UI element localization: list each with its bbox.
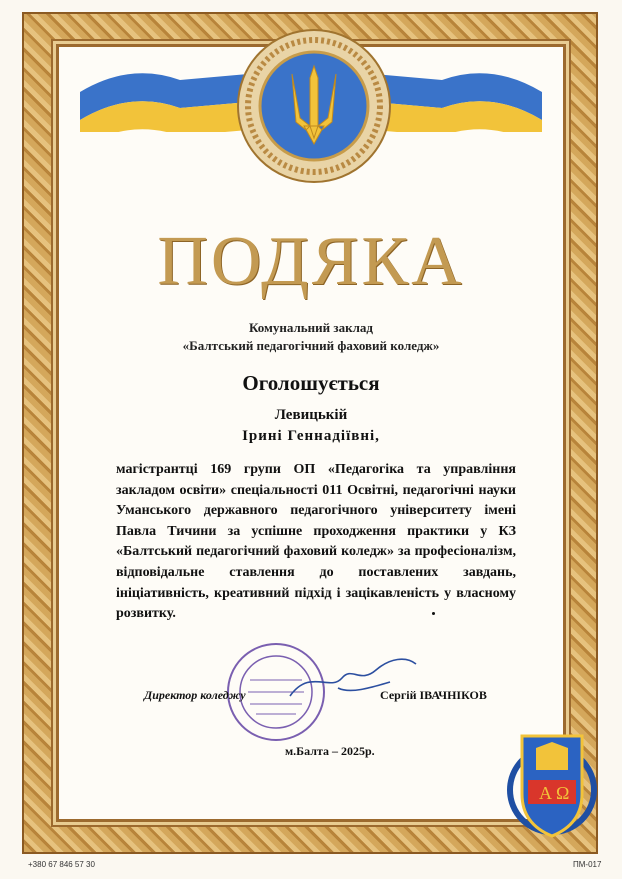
college-crest-icon bbox=[506, 724, 598, 850]
decorative-dot bbox=[432, 612, 435, 615]
director-label: Директор коледжу bbox=[144, 688, 246, 702]
tryzub-icon bbox=[234, 26, 394, 186]
recipient-name: Ірині Геннадіївні, bbox=[242, 428, 380, 444]
certificate-title: ПОДЯКА bbox=[157, 223, 465, 300]
announcement-heading: Оголошується bbox=[242, 371, 380, 395]
signer-name: Сергій ІВАЧНІКОВ bbox=[380, 688, 487, 702]
svg-text:А: А bbox=[539, 783, 552, 803]
certificate-body: магістрантці 169 групи ОП «Педагогіка та управління закладом освіти» спеціальності 011 Освітні, педагогічні науки Уманського державного педагогічного університету імені Павла Тичини за успішне проходження практики у КЗ «Балтський педагогічний фаховий коледж» за професіоналізм, відповідальне ставлення до поставлених завдань, ініціативність, креативний підхід і зацікавленість у власному розвитку. bbox=[116, 462, 516, 622]
svg-text:Ω: Ω bbox=[556, 783, 570, 803]
footer-code: ПМ-017 bbox=[573, 860, 602, 869]
footer-phone: +380 67 846 57 30 bbox=[28, 860, 95, 869]
institution-line-1: Комунальний заклад bbox=[249, 320, 373, 335]
recipient-surname: Левицькій bbox=[274, 407, 348, 423]
institution-line-2: «Балтський педагогічний фаховий коледж» bbox=[182, 338, 440, 353]
city-date: м.Балта – 2025р. bbox=[285, 744, 375, 758]
